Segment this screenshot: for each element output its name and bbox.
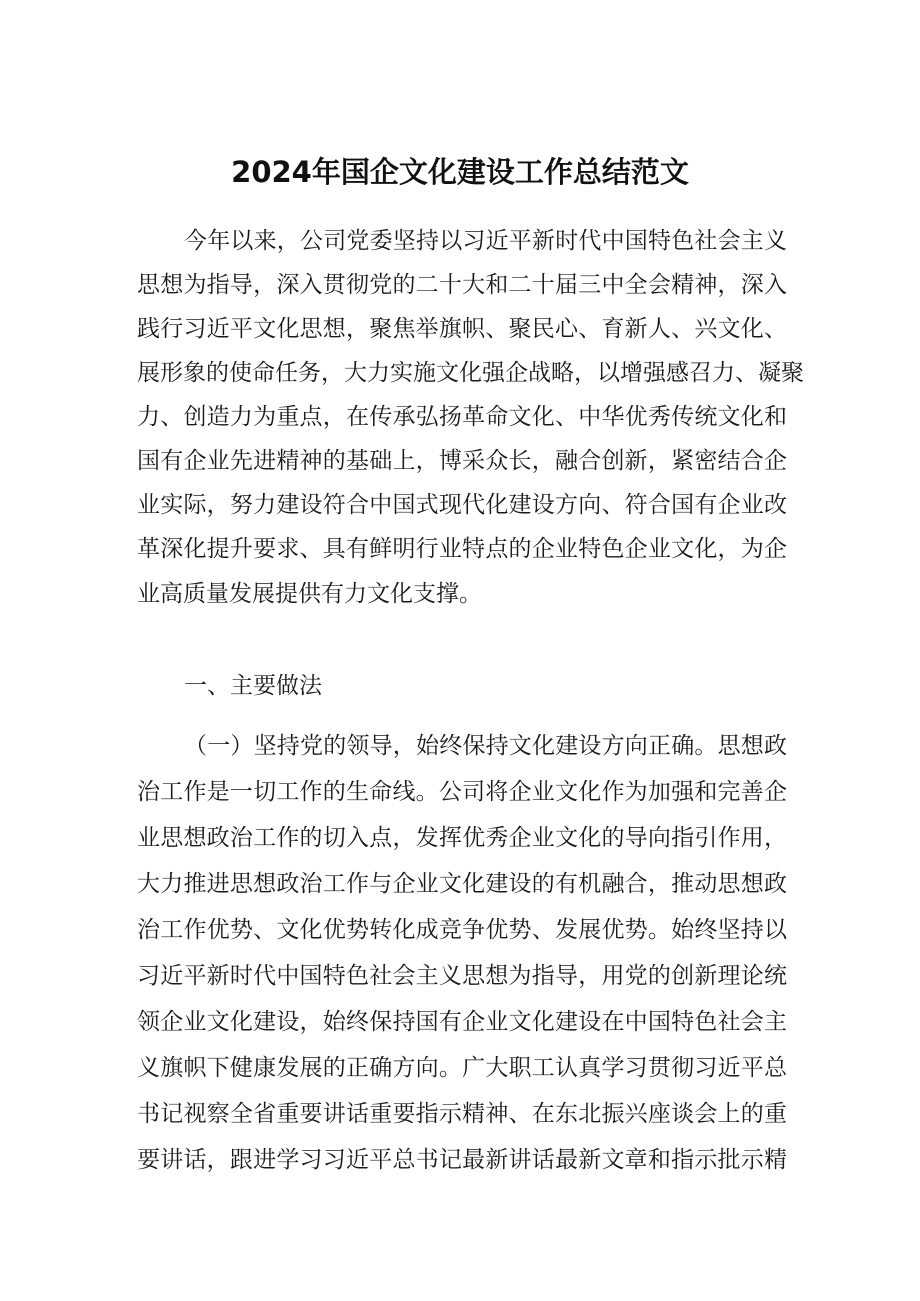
- intro-line: 践行习近平文化思想，聚焦举旗帜、聚民心、育新人、兴文化、: [137, 316, 787, 342]
- intro-line: 展形象的使命任务，大力实施文化强企战略，以增强感召力、凝聚: [137, 360, 804, 386]
- intro-line: 业实际，努力建设符合中国式现代化建设方向、符合国有企业改: [137, 492, 787, 518]
- intro-line: 革深化提升要求、具有鲜明行业特点的企业特色企业文化，为企: [137, 536, 787, 562]
- section-heading: 一、主要做法: [184, 673, 322, 699]
- section1-line: （一）坚持党的领导，始终保持文化建设方向正确。思想政: [184, 733, 787, 759]
- intro-line: 国有企业先进精神的基础上，博采众长，融合创新，紧密结合企: [137, 448, 787, 474]
- section1-line: 义旗帜下健康发展的正确方向。广大职工认真学习贯彻习近平总: [137, 1055, 787, 1081]
- document-title: 2024年国企文化建设工作总结范文: [231, 155, 689, 189]
- section1-line: 业思想政治工作的切入点，发挥优秀企业文化的导向指引作用，: [137, 825, 787, 851]
- section1-line: 治工作是一切工作的生命线。公司将企业文化作为加强和完善企: [137, 779, 787, 805]
- section1-line: 大力推进思想政治工作与企业文化建设的有机融合，推动思想政: [137, 871, 787, 897]
- intro-line: 思想为指导，深入贯彻党的二十大和二十届三中全会精神，深入: [137, 272, 787, 298]
- section1-line: 治工作优势、文化优势转化成竞争优势、发展优势。始终坚持以: [137, 917, 787, 943]
- section1-line: 要讲话，跟进学习习近平总书记最新讲话最新文章和指示批示精: [137, 1147, 787, 1173]
- section1-line: 领企业文化建设，始终保持国有企业文化建设在中国特色社会主: [137, 1009, 787, 1035]
- intro-line: 今年以来，公司党委坚持以习近平新时代中国特色社会主义: [184, 228, 787, 254]
- section1-line: 书记视察全省重要讲话重要指示精神、在东北振兴座谈会上的重: [137, 1101, 787, 1127]
- intro-line: 力、创造力为重点，在传承弘扬革命文化、中华优秀传统文化和: [137, 404, 787, 430]
- intro-line: 业高质量发展提供有力文化支撑。: [137, 581, 482, 607]
- section1-line: 习近平新时代中国特色社会主义思想为指导，用党的创新理论统: [137, 963, 787, 989]
